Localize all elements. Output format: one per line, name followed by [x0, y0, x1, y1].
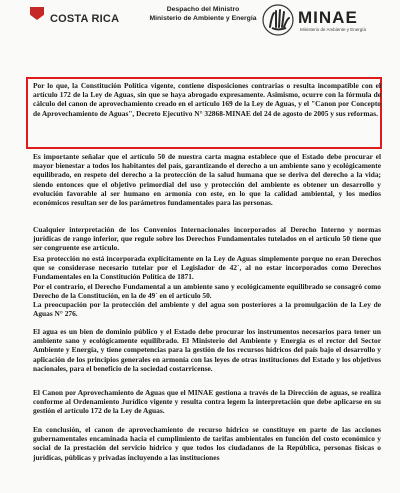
- office-line-1: Despacho del Ministro: [166, 6, 240, 13]
- paragraph-1: Es importante señalar que el artículo 50 de nuestra carta magna establece que el Estado debe procurar el mayor bienestar a todos los habitantes del país, garantizando el derecho a un ambiente sano y ecológicamente equilibrado, en respeto del derecho a la protección de la salud humana que se deriva del derecho a la vida; siendo entonces que el objetivo primordial del uso y protección del ambiente es obtener un desarrollo y evolución favorable al ser humano en armonía con este, en lo que la calidad ambiental, y los medios económicos resultan ser de los parámetros fundamentales para las personas.: [33, 152, 381, 208]
- costa-rica-logo: COSTA RICA: [50, 13, 120, 25]
- minae-brand-subtitle: Ministerio de Ambiente y Energía: [300, 27, 367, 32]
- paragraph-8: En conclusión, el canon de aprovechamiento de recurso hídrico se constituye en parte de las acciones gubernamentales encaminada hacia el cumplimiento de tarifas ambientales en función del costo económico y social de la prestación del servicio hídrico y que todos los ciudadanos de la República, personas físicas o jurídicas, públicas y privadas incluyendo a las instituciones: [33, 425, 381, 462]
- paragraph-5: La preocupación por la protección del ambiente y del agua son posteriores a la promulgación de la Ley de Aguas N° 276.: [33, 300, 381, 319]
- office-header: [148, 5, 258, 23]
- minae-hand-logo-icon: [260, 3, 296, 37]
- paragraph-2: Cualquier interpretación de los Convenios Internacionales incorporados al Derecho Interno y normas jurídicas de rango inferior, que regule sobre los Derechos Fundamentales tutelados en el artículo 50 tiene que ser congruente ese artículo.: [33, 225, 381, 253]
- minae-brand-title: MINAE: [298, 8, 358, 27]
- highlighted-paragraph: Por lo que, la Constitución Política vigente, contiene disposiciones contrarias o resulta incompatible con el artículo 172 de la Ley de Aguas, sin que se haya abrogado expresamente. Asimismo, ocurre con la fórmula de cálculo del canon de aprovechamiento creado en el artículo 169 de la Ley de Aguas, y el "Canon por Concepto de Aprovechamiento de Aguas", Decreto Ejecutivo N° 32868-MINAE del 24 de agosto de 2005 y sus reformas.: [33, 81, 381, 118]
- office-line-2: Ministerio de Ambiente y Energía: [149, 15, 257, 22]
- paragraph-7: El Canon por Aprovechamiento de Aguas que el MINAE gestiona a través de la Dirección de aguas, se realiza conforme al Ordenamiento Jurídico vigente y resulta contra legem la interpretación que debe aplicarse en su gestión el artículo 172 de la Ley de Aguas.: [33, 388, 381, 416]
- costa-rica-shield-icon: [30, 7, 44, 20]
- paragraph-4: Por el contrario, el Derecho Fundamental a un ambiente sano y ecológicamente equilibrado se consagró como Derecho de la Constitución, en la de 49´ en el artículo 50.: [33, 282, 381, 301]
- paragraph-6: El agua es un bien de dominio público y el Estado debe procurar los instrumentos necesarios para tener un ambiente sano y ecológicamente equilibrado. El Ministerio del Ambiente y Energía es el rector del Sector Ambiente y Energía, y tiene competencias para la gestión de los recursos hídricos del país bajo el desarrollo y aplicación de los principios generales en armonía con las leyes de otras instituciones del Estado y los objetivos nacionales, para el beneficio de la sociedad costarricense.: [33, 327, 381, 373]
- paragraph-3: Esa protección no está incorporada explícitamente en la Ley de Aguas simplemente porque no eran Derechos que se considerase necesario tutelar por el Legislador de 42´, al no estar incorporados como Derechos Fundamentales en la Constitución Política de 1871.: [33, 254, 381, 282]
